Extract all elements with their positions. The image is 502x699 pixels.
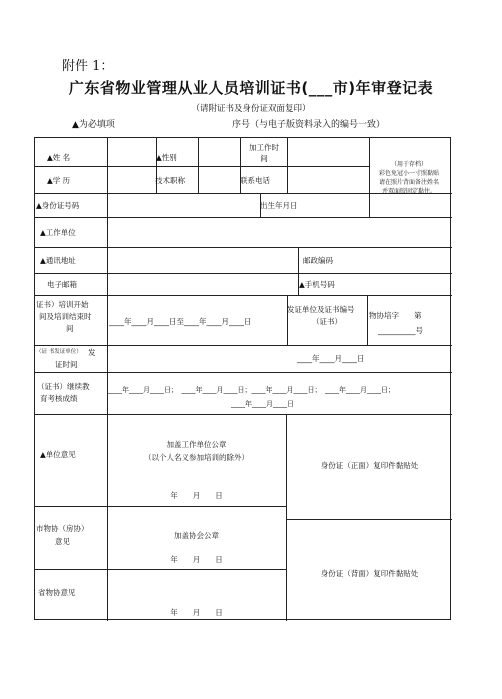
continuing-label-2: 育考核成绩 <box>40 394 78 403</box>
issue-label-2: 证时间 <box>55 360 78 369</box>
province-date: 年 月 日 <box>170 608 223 617</box>
mobile-label: ▲手机号码 <box>299 280 335 289</box>
form-subtitle: （请附证书及身份证双面复印） <box>191 104 311 114</box>
city-association-label-2: 意见 <box>55 537 70 546</box>
unit-exception-note: （以个人名义参加培训的除外） <box>144 453 249 462</box>
continuing-label-1: （证书）继续教 <box>37 382 90 391</box>
birth-label: 出生年月日 <box>260 201 298 210</box>
issuer-number-1: 物协培字 第 <box>369 311 422 320</box>
city-association-label-1: 市物协（房协） <box>36 524 89 533</box>
id-number-label: ▲身份证号码 <box>36 201 80 210</box>
sequence-note: 序号（与电子版资料录入的编号一致） <box>232 120 386 130</box>
name-label: ▲姓 名 <box>47 153 71 162</box>
training-label-1: 证书）培训开始 <box>36 300 89 309</box>
photo-area <box>369 160 449 196</box>
postcode-label: 邮政编码 <box>303 256 333 265</box>
training-label-3: 间 <box>66 324 74 333</box>
id-back-paste-area: 身份证（背面）复印件黏贴处 <box>320 569 419 578</box>
form-title: 广东省物业管理从业人员培训证书(___市)年审登记表 <box>68 79 434 97</box>
address-label: ▲通讯地址 <box>40 256 76 265</box>
continuing-dates-row-2: ____年____月____日 <box>231 400 294 408</box>
association-seal-note: 加盖协会公章 <box>174 531 219 540</box>
unit-date: 年 月 日 <box>170 491 223 500</box>
title-rank-label: 技术职称 <box>155 176 185 185</box>
required-note: ▲为必填项 <box>72 120 115 130</box>
unit-seal-note: 加盖工作单位公章 <box>166 440 227 449</box>
email-label: 电子邮箱 <box>47 280 77 289</box>
work-start-label-1: 加工作时 <box>249 143 279 152</box>
unit-opinion-label: ▲单位意见 <box>40 450 76 459</box>
attachment-label: 附件 1： <box>62 59 114 74</box>
id-front-paste-area: 身份证（正面）复印件黏贴处 <box>320 461 419 470</box>
gender-label: ▲性别 <box>156 153 177 162</box>
photo-note-1: （用于存档） <box>390 161 427 168</box>
photo-note-2: 彩色免冠小一寸照黏贴 <box>378 170 439 177</box>
phone-label: 联系电话 <box>240 176 270 185</box>
issuer-label-2: （证书） <box>312 317 342 326</box>
association-date: 年 月 日 <box>170 555 223 564</box>
photo-note-3: 请在照片背面备注姓名 <box>378 179 439 186</box>
province-association-label: 省物协意见 <box>38 588 76 597</box>
education-label: ▲学 历 <box>47 176 71 185</box>
work-start-label-2: 间 <box>260 154 268 163</box>
issue-label-1: 发 <box>88 348 96 357</box>
issue-small-label: （证 书发证单位） <box>36 349 82 355</box>
training-label-2: 间及培训结束时 <box>39 312 92 321</box>
photo-note-4: 并双面胶固定黏住。 <box>381 188 436 195</box>
continuing-dates-row-1: ____年____月____日； ____年____月____日；____年____月____日； ____年____月____日； <box>108 386 395 394</box>
registration-table <box>34 137 451 620</box>
issuer-number-2: __________号 <box>378 326 423 335</box>
employer-label: ▲工作单位 <box>40 228 76 237</box>
issuer-label-1: 发证单位及证书编号 <box>287 305 355 314</box>
training-dates: ____年____月____日至____年____月____日 <box>109 317 252 326</box>
issue-date: ____年____月____日 <box>297 354 365 363</box>
